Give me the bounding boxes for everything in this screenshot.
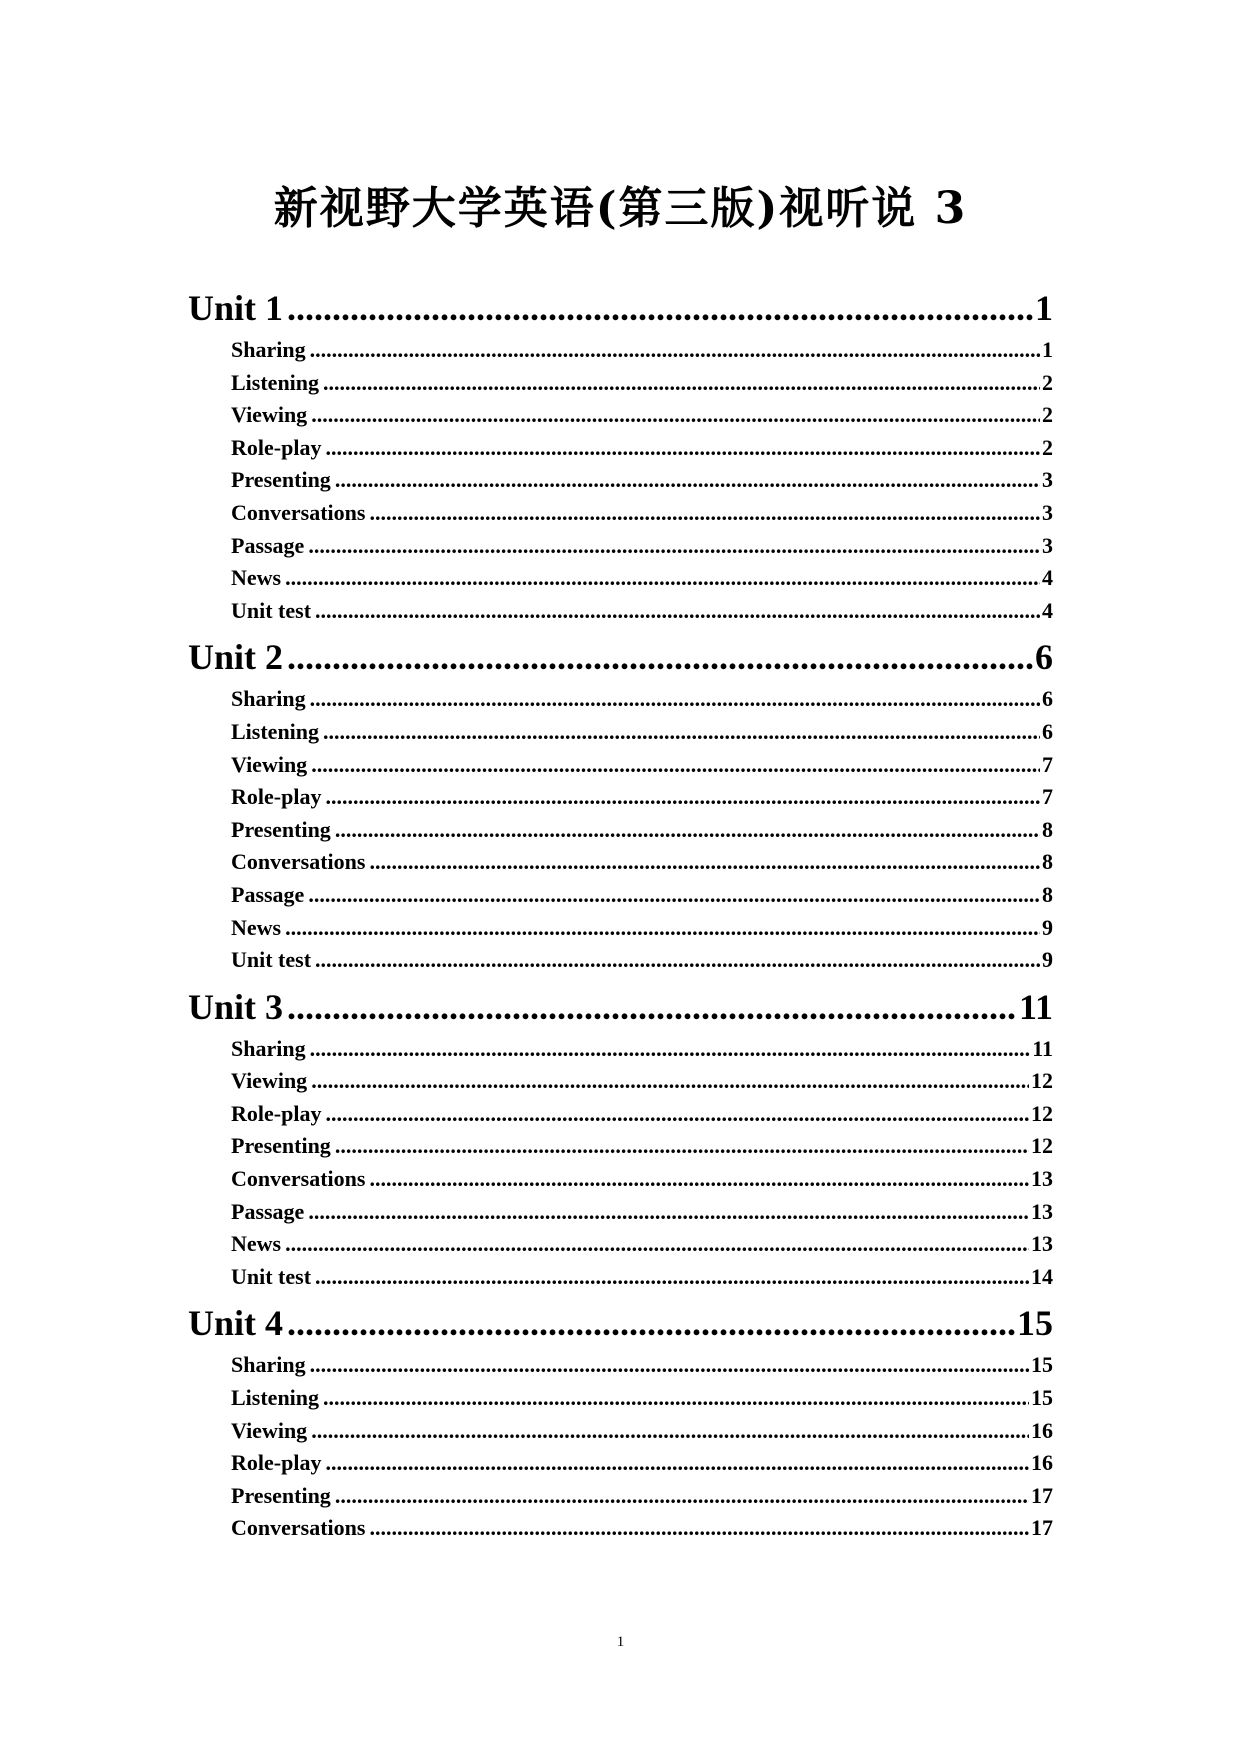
toc-section-page-number: 4 [1042,597,1053,623]
toc-unit-page-number: 11 [1018,986,1053,1027]
toc-section-page-number: 8 [1042,849,1053,875]
toc-unit-2 [188,633,1053,976]
dot-leader [310,683,1040,716]
toc-section-title: Sharing [231,1035,306,1061]
dot-leader [323,367,1040,400]
toc-section-title: Role-play [231,1450,322,1476]
dot-leader [325,1098,1029,1131]
toc-section-entry[interactable] [188,1163,1053,1196]
toc-section-page-number: 13 [1031,1231,1053,1257]
toc-section-page-number: 16 [1031,1450,1053,1476]
toc-section-page-number: 12 [1031,1068,1053,1094]
toc-section-title: Role-play [231,784,322,810]
toc-section-page-number: 12 [1031,1133,1053,1159]
toc-section-entry[interactable] [188,814,1053,847]
dot-leader [335,1480,1029,1513]
dot-leader [310,334,1040,367]
toc-section-title: Sharing [231,1352,306,1378]
toc-section-page-number: 8 [1042,816,1053,842]
toc-section-title: Passage [231,881,305,907]
dot-leader [285,912,1040,945]
toc-section-title: Conversations [231,1515,366,1541]
dot-leader [308,879,1040,912]
toc-section-title: Presenting [231,1482,331,1508]
toc-section-entry[interactable] [188,716,1053,749]
dot-leader [287,1299,1015,1347]
toc-section-entry[interactable] [188,912,1053,945]
toc-section-title: Presenting [231,1133,331,1159]
toc-unit-page-number: 6 [1035,637,1053,678]
dot-leader [315,595,1040,628]
toc-section-title: Listening [231,1385,320,1411]
toc-section-entry[interactable] [188,749,1053,782]
toc-section-entry[interactable] [188,1512,1053,1545]
dot-leader [308,1196,1029,1229]
dot-leader [369,846,1040,879]
dot-leader [369,1512,1029,1545]
dot-leader [325,781,1040,814]
toc-section-page-number: 9 [1042,947,1053,973]
dot-leader [311,1065,1029,1098]
toc-section-page-number: 9 [1042,914,1053,940]
dot-leader [325,432,1040,465]
toc-section-title: Unit test [231,597,312,623]
toc-section-entry[interactable] [188,1382,1053,1415]
toc-section-entry[interactable] [188,399,1053,432]
dot-leader [310,1349,1029,1382]
dot-leader [310,1033,1031,1066]
toc-unit-entry[interactable] [188,284,1053,332]
toc-section-title: Listening [231,369,320,395]
toc-section-title: Viewing [231,402,308,428]
toc-section-page-number: 2 [1042,434,1053,460]
toc-section-title: Role-play [231,434,322,460]
toc-sections-list [188,683,1053,976]
toc-section-entry[interactable] [188,1033,1053,1066]
toc-unit-4 [188,1299,1053,1545]
dot-leader [308,530,1040,563]
toc-section-entry[interactable] [188,781,1053,814]
toc-section-page-number: 14 [1031,1263,1053,1289]
toc-section-title: Unit test [231,1263,312,1289]
dot-leader [335,814,1040,847]
toc-section-page-number: 13 [1031,1166,1053,1192]
toc-unit-entry[interactable] [188,1299,1053,1347]
toc-section-title: Conversations [231,499,366,525]
toc-section-page-number: 3 [1042,532,1053,558]
toc-section-entry[interactable] [188,497,1053,530]
table-of-contents [188,284,1053,1551]
toc-section-entry[interactable] [188,1098,1053,1131]
toc-section-entry[interactable] [188,595,1053,628]
dot-leader [287,284,1033,332]
toc-section-title: Viewing [231,1068,308,1094]
toc-section-page-number: 12 [1031,1100,1053,1126]
toc-section-page-number: 13 [1031,1198,1053,1224]
toc-section-entry[interactable] [188,1349,1053,1382]
dot-leader [323,716,1040,749]
dot-leader [287,983,1017,1031]
toc-section-entry[interactable] [188,683,1053,716]
toc-section-title: News [231,1231,282,1257]
toc-section-title: Conversations [231,1166,366,1192]
dot-leader [311,399,1040,432]
toc-unit-title: Unit 1 [188,288,284,328]
toc-section-title: Viewing [231,751,308,777]
toc-section-title: Role-play [231,1100,322,1126]
toc-section-page-number: 2 [1042,369,1053,395]
toc-section-entry[interactable] [188,1065,1053,1098]
toc-unit-title: Unit 4 [188,1303,284,1344]
toc-sections-list [188,334,1053,627]
toc-unit-title: Unit 3 [188,986,284,1027]
dot-leader [369,497,1040,530]
toc-section-title: Unit test [231,947,312,973]
toc-unit-entry[interactable] [188,983,1053,1031]
dot-leader [315,1261,1029,1294]
toc-section-entry[interactable] [188,530,1053,563]
toc-section-page-number: 6 [1042,686,1053,712]
toc-section-page-number: 15 [1031,1352,1053,1378]
toc-section-title: News [231,565,282,591]
toc-section-entry[interactable] [188,1480,1053,1513]
toc-section-entry[interactable] [188,432,1053,465]
toc-section-page-number: 6 [1042,718,1053,744]
toc-section-page-number: 15 [1031,1385,1053,1411]
dot-leader [311,749,1040,782]
toc-unit-1 [188,284,1053,627]
toc-section-title: Conversations [231,849,366,875]
toc-sections-list [188,1033,1053,1294]
toc-unit-page-number: 1 [1035,288,1053,328]
toc-section-entry[interactable] [188,1228,1053,1261]
dot-leader [323,1382,1029,1415]
toc-section-title: Presenting [231,467,331,493]
toc-section-title: Viewing [231,1417,308,1443]
toc-section-page-number: 3 [1042,467,1053,493]
toc-section-title: News [231,914,282,940]
toc-units-list [188,284,1053,1545]
dot-leader [335,464,1040,497]
toc-section-page-number: 2 [1042,402,1053,428]
toc-section-page-number: 16 [1031,1417,1053,1443]
dot-leader [311,1415,1029,1448]
toc-section-title: Listening [231,718,320,744]
dot-leader [369,1163,1029,1196]
toc-section-entry[interactable] [188,1196,1053,1229]
dot-leader [335,1130,1029,1163]
toc-section-title: Passage [231,532,305,558]
toc-section-title: Passage [231,1198,305,1224]
toc-unit-title: Unit 2 [188,637,284,678]
toc-section-title: Sharing [231,337,306,362]
toc-section-page-number: 1 [1042,337,1053,362]
toc-section-entry[interactable] [188,944,1053,977]
dot-leader [287,633,1033,681]
toc-section-entry[interactable] [188,1130,1053,1163]
toc-section-entry[interactable] [188,367,1053,400]
toc-section-entry[interactable] [188,879,1053,912]
toc-section-entry[interactable] [188,1415,1053,1448]
dot-leader [325,1447,1029,1480]
dot-leader [285,1228,1029,1261]
toc-section-entry[interactable] [188,562,1053,595]
toc-section-page-number: 17 [1031,1482,1053,1508]
toc-section-page-number: 17 [1031,1515,1053,1541]
toc-section-page-number: 8 [1042,881,1053,907]
toc-section-entry[interactable] [188,1261,1053,1294]
dot-leader [285,562,1040,595]
toc-section-entry[interactable] [188,464,1053,497]
toc-section-page-number: 7 [1042,784,1053,810]
toc-section-title: Presenting [231,816,331,842]
dot-leader [315,944,1040,977]
toc-sections-list [188,1349,1053,1545]
toc-section-page-number: 7 [1042,751,1053,777]
toc-unit-3 [188,983,1053,1294]
toc-section-entry[interactable] [188,846,1053,879]
toc-section-page-number: 4 [1042,565,1053,591]
toc-section-entry[interactable] [188,1447,1053,1480]
toc-section-title: Sharing [231,686,306,712]
toc-section-page-number: 11 [1032,1035,1053,1061]
page-title: 新视野大学英语(第三版)视听说 3 [273,183,968,234]
page-number-footer: 1 [616,1634,625,1650]
toc-section-entry[interactable] [188,334,1053,367]
toc-unit-page-number: 15 [1017,1303,1053,1344]
toc-unit-entry[interactable] [188,633,1053,681]
toc-section-page-number: 3 [1042,499,1053,525]
